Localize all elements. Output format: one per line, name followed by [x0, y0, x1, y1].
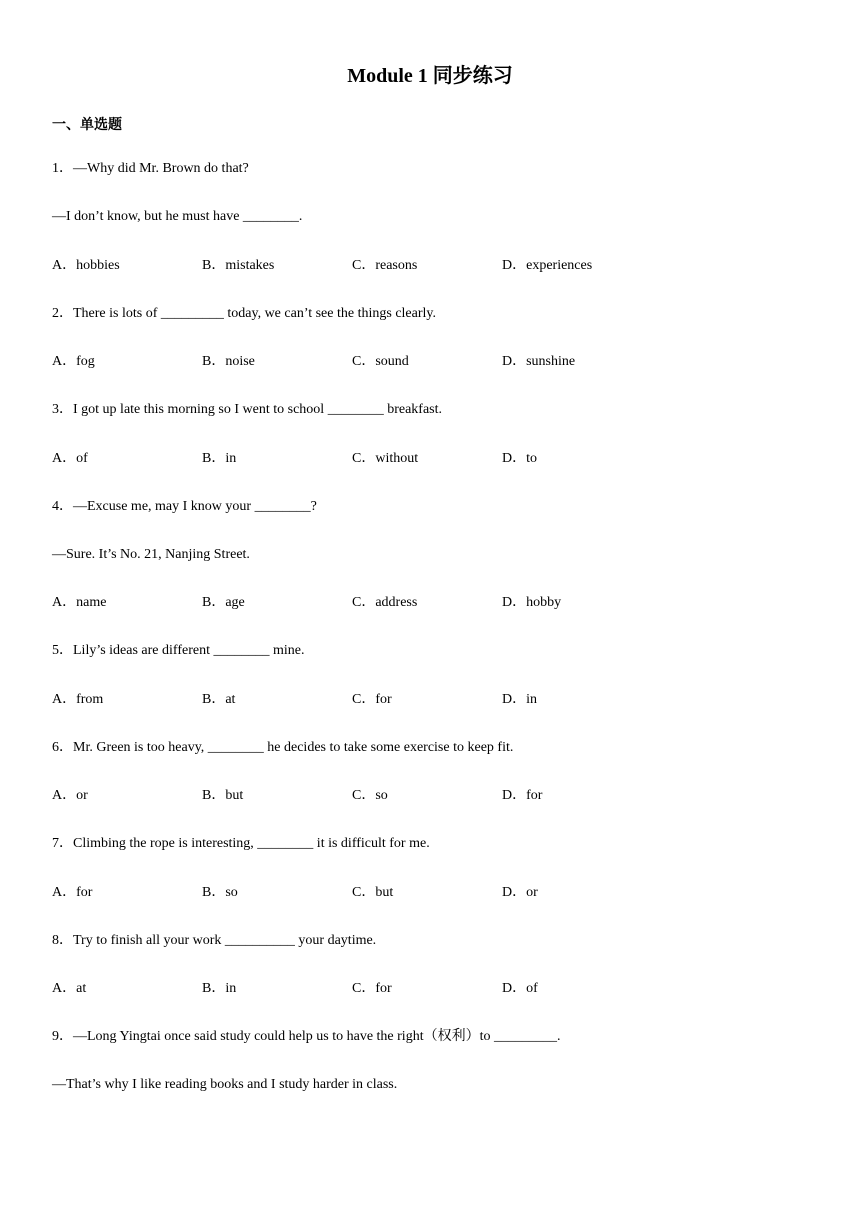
question-6-option-b: B．but — [202, 788, 244, 803]
question-1-option-c: C．reasons — [352, 258, 418, 273]
question-2-option-b: B．noise — [202, 354, 255, 369]
question-9-line-1: 9．—Long Yingtai once said study could help us to have the right（权利）to _________. — [52, 1029, 561, 1044]
question-6-line-1: 6．Mr. Green is too heavy, ________ he decides to take some exercise to keep fit. — [52, 740, 514, 755]
question-6-option-d: D．for — [502, 788, 543, 803]
question-1-option-b: B．mistakes — [202, 258, 275, 273]
question-8-option-b: B．in — [202, 981, 237, 996]
question-7-option-d: D．or — [502, 885, 538, 900]
question-5-line-1: 5．Lily’s ideas are different ________ mine. — [52, 643, 305, 658]
question-2-option-a: A．fog — [52, 354, 95, 369]
question-4-line-1: 4．—Excuse me, may I know your ________? — [52, 499, 317, 514]
question-3-line-1: 3．I got up late this morning so I went to school ________ breakfast. — [52, 402, 442, 417]
question-7-option-b: B．so — [202, 885, 238, 900]
question-3-option-d: D．to — [502, 451, 537, 466]
question-7-option-c: C．but — [352, 885, 394, 900]
question-8-option-a: A．at — [52, 981, 87, 996]
question-8-line-1: 8．Try to finish all your work __________ your daytime. — [52, 933, 377, 948]
question-5-option-c: C．for — [352, 692, 392, 707]
question-1-option-d: D．experiences — [502, 258, 593, 273]
question-1-line-1: 1．—Why did Mr. Brown do that? — [52, 161, 249, 176]
question-3-option-b: B．in — [202, 451, 237, 466]
question-5-option-d: D．in — [502, 692, 537, 707]
question-5-option-a: A．from — [52, 692, 104, 707]
question-8-option-c: C．for — [352, 981, 392, 996]
question-2-line-1: 2．There is lots of _________ today, we can’t see the things clearly. — [52, 306, 436, 321]
question-3-option-a: A．of — [52, 451, 88, 466]
question-1-option-a: A．hobbies — [52, 258, 120, 273]
question-9-line-2: —That’s why I like reading books and I study harder in class. — [52, 1077, 398, 1092]
question-4-option-b: B．age — [202, 595, 245, 610]
question-6-option-a: A．or — [52, 788, 88, 803]
question-7-option-a: A．for — [52, 885, 93, 900]
question-3-option-c: C．without — [352, 451, 419, 466]
question-8-option-d: D．of — [502, 981, 538, 996]
question-4-line-2: —Sure. It’s No. 21, Nanjing Street. — [52, 547, 250, 562]
question-6-option-c: C．so — [352, 788, 388, 803]
question-4-option-a: A．name — [52, 595, 107, 610]
question-7-line-1: 7．Climbing the rope is interesting, ________ it is difficult for me. — [52, 836, 430, 851]
question-2-option-d: D．sunshine — [502, 354, 576, 369]
section-heading: 一、单选题 — [52, 117, 122, 133]
question-1-line-2: —I don’t know, but he must have ________. — [52, 209, 303, 224]
question-4-option-c: C．address — [352, 595, 418, 610]
question-4-option-d: D．hobby — [502, 595, 562, 610]
question-5-option-b: B．at — [202, 692, 236, 707]
question-2-option-c: C．sound — [352, 354, 409, 369]
page-title: Module 1 同步练习 — [347, 65, 513, 87]
